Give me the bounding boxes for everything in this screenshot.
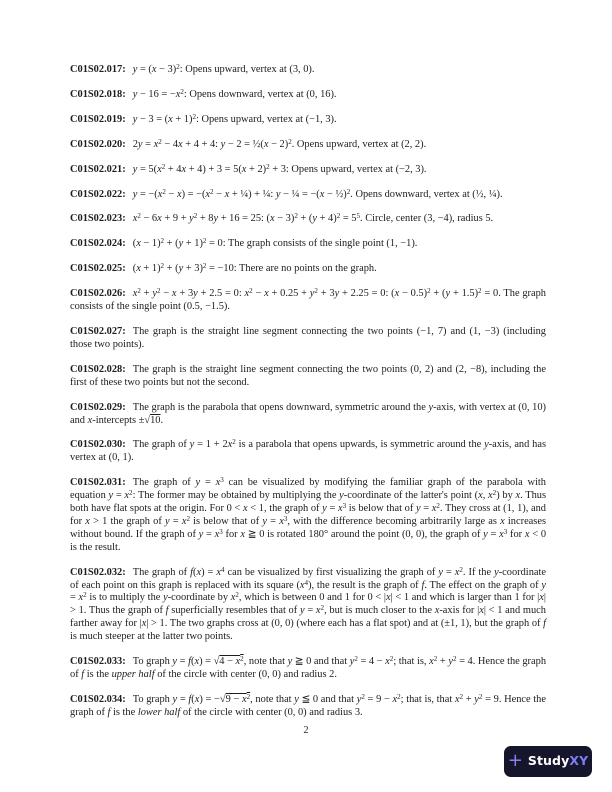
problem-solution-text: The graph of $y = x^3$ can be visualized by modifying the familiar graph of the parabola with equation $y = x^2$: The former may be obtained by multiplying the y-coordinate of the latter's point (x, $x^2$) by x. Thus both have flat spots at the origin. For 0 < x < 1, the graph of $y = x^3$ is below that of $y = x^2$. They cross at (1, 1), and for x > 1 the graph of $y = x^2$ is below that of $y = x^3$, with the difference becoming arbitrarily large as x increases without bound. If the graph of $y = x^3$ for x ≧ 0 is rotated 180° around the point (0, 0), the graph of $y = x^3$ for x < 0 is the result. xyxy=(70,476,547,553)
problem-solution-text: The graph is the straight line segment connecting the two points (−1, 7) and (1, −3) (including those two points). xyxy=(70,325,546,350)
problem-id: C01S02.025: xyxy=(70,263,126,275)
plus-icon: + xyxy=(507,749,523,771)
problem-id: C01S02.032: xyxy=(70,566,126,578)
problem-item xyxy=(70,694,546,720)
problem-item xyxy=(70,477,546,554)
problem-solution-text: $(x - 1)^2 + (y + 1)^2 = 0$: The graph consists of the single point (1, −1). xyxy=(132,237,418,250)
problem-id: C01S02.017: xyxy=(70,64,126,75)
problem-id: C01S02.024: xyxy=(70,238,126,250)
problem-solution-text: $y - 3 = (x + 1)^2$: Opens upward, vertex at (−1, 3). xyxy=(132,112,337,125)
problem-id: C01S02.026: xyxy=(70,288,126,300)
problem-item xyxy=(70,189,546,202)
problem-item xyxy=(70,114,546,127)
problem-item xyxy=(70,238,546,251)
problem-solution-text: The graph is the straight line segment connecting the two points (0, 2) and (2, −8), including the first of these two points but not the second. xyxy=(70,363,546,388)
problem-solution-text: $x^2 - 6x + 9 + y^2 + 8y + 16 = 25$: $(x - 3)^2 + (y + 4)^2 = 5^5$. Circle, center (3, −4), radius 5. xyxy=(132,212,494,225)
problem-id: C01S02.030: xyxy=(70,439,126,451)
solutions-list xyxy=(70,64,546,732)
problem-id: C01S02.033: xyxy=(70,656,126,668)
problem-solution-text: $2y = x^2 - 4x + 4 + 4$: y − 2 = ½(x − 2)$^2$. Opens upward, vertex at (2, 2). xyxy=(132,137,427,150)
problem-item xyxy=(70,263,546,276)
problem-item xyxy=(70,213,546,226)
problem-id: C01S02.028: xyxy=(70,363,126,375)
problem-item xyxy=(70,139,546,152)
problem-solution-text: The graph of $f(x) = x^4$ can be visualized by first visualizing the graph of $y = x^2$. If the y-coordinate of each point on this graph is replaced with its square $(x^4)$, the result is the graph of f. The effect on the graph of $y = x^2$ is to multiply the y-coordinate by $x^2$, which is between 0 and 1 for 0 < |x| < 1 and which is larger than 1 for |x| > 1. Thus the graph of f superficially resembles that of $y = x^2$, but is much closer to the x-axis for |x| < 1 and much farther away for |x| > 1. The two graphs cross at (0, 0) (where each has a flat spot) and at (±1, 1), but the graph of f is much steeper at the latter two points. xyxy=(70,565,546,643)
problem-solution-text: $y - 16 = -x^2$: Opens downward, vertex at (0, 16). xyxy=(132,87,337,100)
problem-id: C01S02.027: xyxy=(70,325,126,337)
problem-id: C01S02.020: xyxy=(70,138,126,150)
problem-solution-text: To graph $y = f(x) = -√9 - x^2$, note that y ≦ 0 and that $y^2 = 9 - x^2$; that is, that $x^2 + y^2 = 9$. Hence the graph of f is the lower half of the circle with center (0, 0) and radius 3. xyxy=(70,692,546,718)
problem-solution-text: $(x + 1)^2 + (y + 3)^2 = -10$: There are no points on the graph. xyxy=(132,262,377,275)
problem-solution-text: To graph $y = f(x) = √4 - x^2$, note that y ≧ 0 and that $y^2 = 4 - x^2$; that is, $x^2 + y^2 = 4$. Hence the graph of f is the upper half of the circle with center (0, 0) and radius 2. xyxy=(70,654,547,680)
problem-item xyxy=(70,164,546,177)
problem-id: C01S02.022: xyxy=(70,188,126,200)
problem-id: C01S02.029: xyxy=(70,401,126,413)
problem-item xyxy=(70,64,546,77)
brand-study-text: Study xyxy=(527,753,570,769)
problem-id: C01S02.021: xyxy=(70,163,126,175)
problem-id: C01S02.023: xyxy=(70,213,126,225)
problem-item xyxy=(70,439,546,465)
problem-id: C01S02.019: xyxy=(70,113,126,125)
problem-item xyxy=(70,89,546,102)
problem-solution-text: $y = (x - 3)^2$: Opens upward, vertex at (3, 0). xyxy=(132,62,315,75)
brand-xy-text: XY xyxy=(569,753,589,769)
page-number: 2 xyxy=(303,725,309,736)
studyxy-logo-badge[interactable] xyxy=(504,746,592,777)
problem-item xyxy=(70,402,546,428)
problem-id: C01S02.031: xyxy=(70,477,126,489)
problem-item xyxy=(70,326,546,352)
problem-solution-text: $x^2 + y^2 - x + 3y + 2.5 = 0$: $x^2 - x + 0.25 + y^2 + 3y + 2.25 = 0$: $(x - 0.5)^2 + (y + 1.5)^2 = 0$. The graph consists of the single point (0.5, −1.5). xyxy=(70,286,546,313)
problem-id: C01S02.034: xyxy=(70,693,126,705)
problem-solution-text: $y = -(x^2 - x) = -(x^2 - x$ + ¼) + ¼: y − ¼ = −(x − ½)$^2$. Opens downward, vertex at (½, ¼). xyxy=(132,187,503,200)
problem-item xyxy=(70,364,546,390)
problem-solution-text: The graph is the parabola that opens downward, symmetric around the y-axis, with vertex at (0, 10) and x-intercepts ±√10. xyxy=(70,401,546,426)
problem-item xyxy=(70,567,546,644)
brand-name xyxy=(528,755,588,768)
problem-item xyxy=(70,656,546,682)
problem-item xyxy=(70,288,546,314)
problem-solution-text: $y = 5(x^2 + 4x + 4) + 3 = 5(x + 2)^2 + 3$: Opens upward, vertex at (−2, 3). xyxy=(132,162,427,175)
problem-id: C01S02.018: xyxy=(70,88,126,100)
problem-solution-text: The graph of $y = 1 + 2x^2$ is a parabola that opens upwards, is symmetric around the y-axis, and has vertex at (0, 1). xyxy=(70,438,546,464)
